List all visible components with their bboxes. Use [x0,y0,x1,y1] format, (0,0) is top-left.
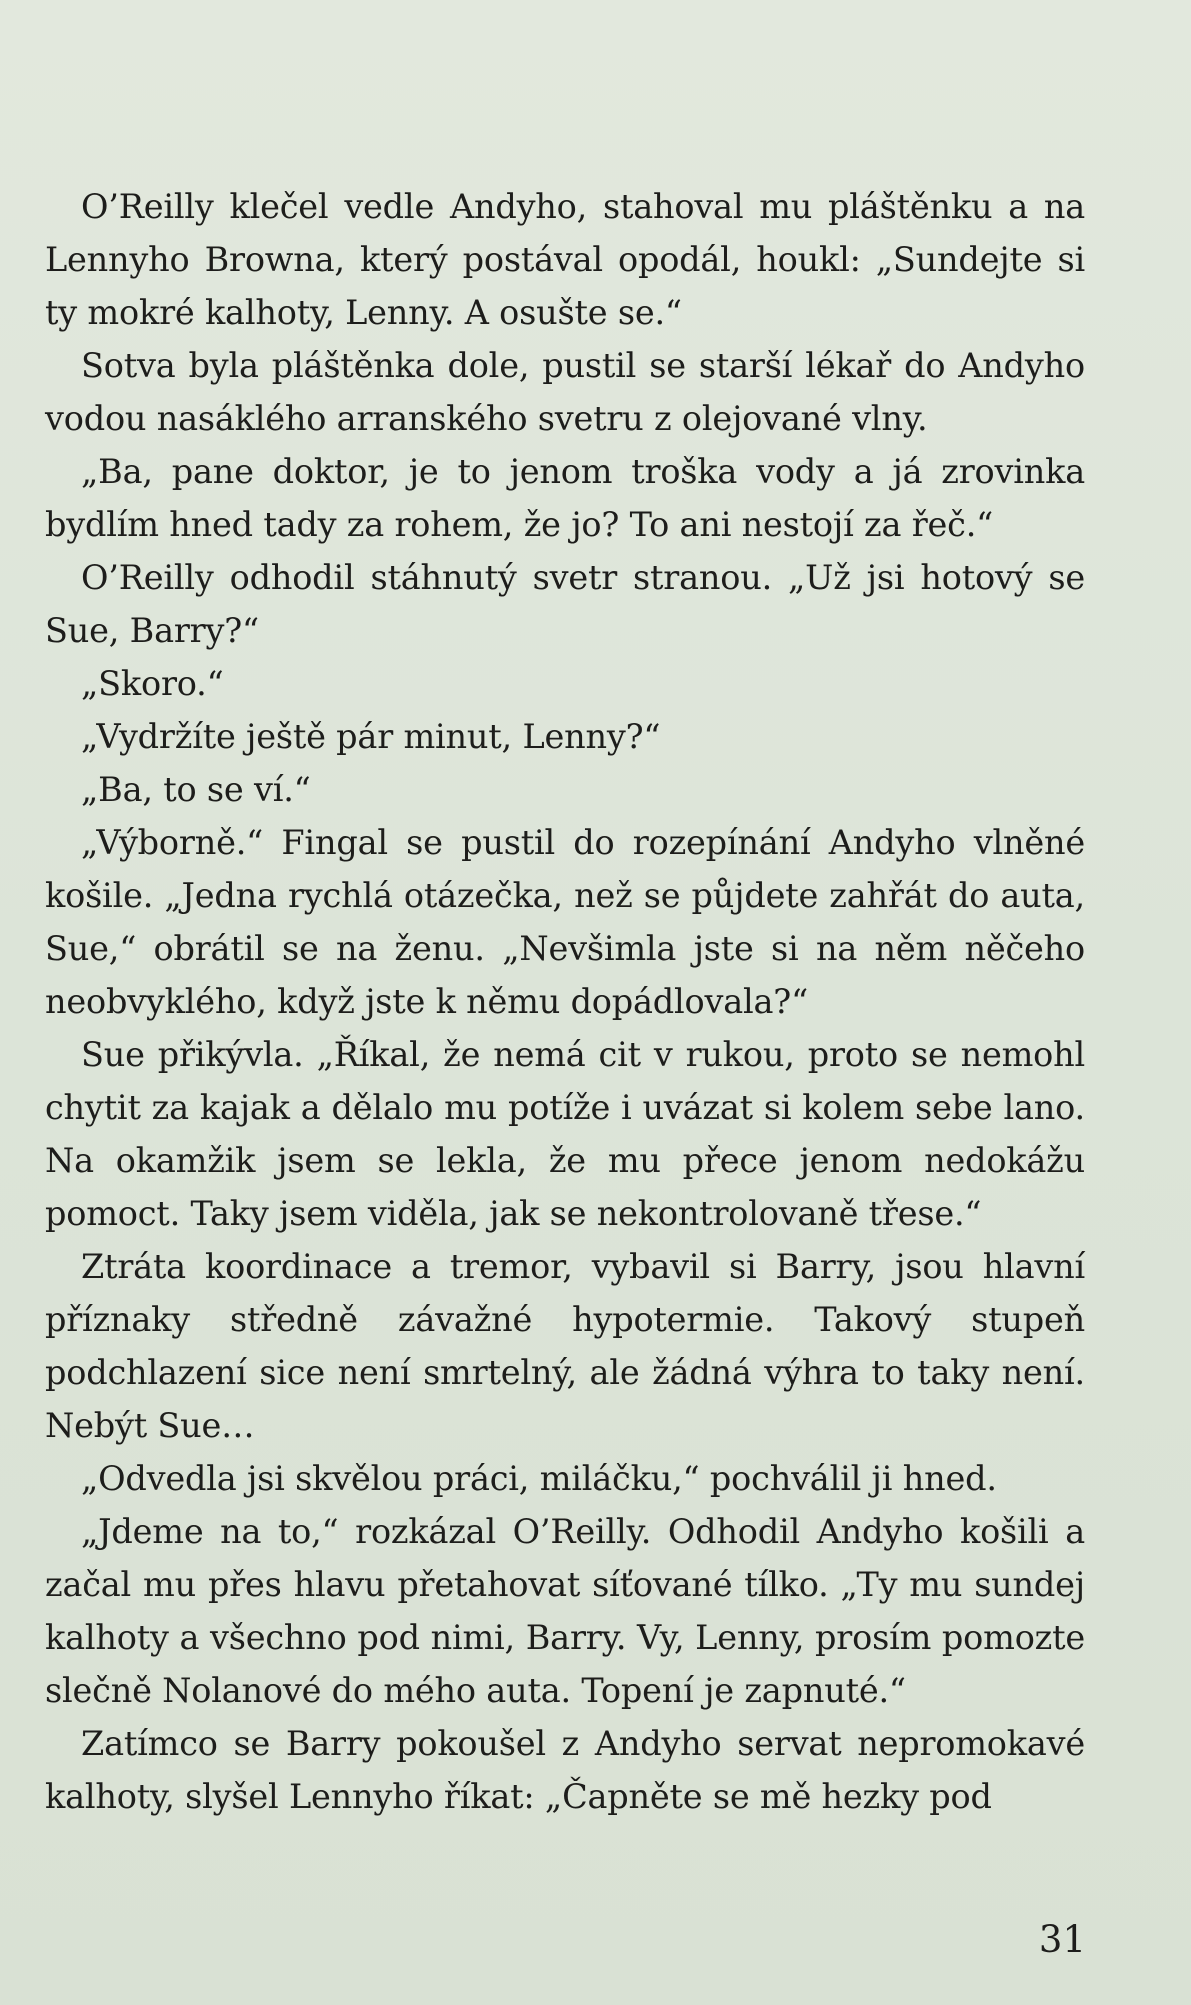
page-number: 31 [1038,1918,1086,1961]
paragraph: „Skoro.“ [81,664,224,703]
paragraph: „Jdeme na to,“ rozkázal O’Reilly. Odhodil Andyho košili a začal mu přes hlavu přetahovat síťované tílko. „Ty mu sundej kalhoty a všechno pod nimi, Barry. Vy, Lenny, prosím pomozte slečně Nolanové do mého auta. Topení je zapnuté.“ [45,1512,1085,1710]
paragraph: „Ba, pane doktor, je to jenom troška vody a já zrovinka bydlím hned tady za rohem, že jo? To ani nestojí za řeč.“ [45,452,1085,544]
paragraph: O’Reilly klečel vedle Andyho, stahoval mu pláštěnku a na Lennyho Browna, který postával opodál, houkl: „Sundejte si ty mokré kalhoty, Lenny. A osušte se.“ [45,187,1085,332]
paragraph: „Ba, to se ví.“ [81,770,311,809]
paragraph: Ztráta koordinace a tremor, vybavil si Barry, jsou hlavní příznaky středně závažné hypotermie. Takový stupeň podchlazení sice není smrtelný, ale žádná výhra to taky není. Nebýt Sue… [45,1247,1085,1445]
paragraph: „Vydržíte ještě pár minut, Lenny?“ [81,717,661,756]
paragraph: O’Reilly odhodil stáhnutý svetr stranou. „Už jsi hotový se Sue, Barry?“ [45,558,1085,650]
paragraph: Sue přikývla. „Říkal, že nemá cit v rukou, proto se nemohl chytit za kajak a dělalo mu potíže i uvázat si kolem sebe lano. Na okamžik jsem se lekla, že mu přece jenom nedokážu pomoct. Taky jsem viděla, jak se nekontrolovaně třese.“ [45,1035,1085,1233]
body-text [45,180,1085,1823]
paragraph: „Odvedla jsi skvělou práci, miláčku,“ pochválil ji hned. [81,1459,997,1498]
paragraph: Zatímco se Barry pokoušel z Andyho servat nepromokavé kalhoty, slyšel Lennyho říkat: „Čapněte se mě hezky pod [45,1724,1085,1816]
paragraph: Sotva byla pláštěnka dole, pustil se starší lékař do Andyho vodou nasáklého arranského svetru z olejované vlny. [45,346,1085,438]
paragraph: „Výborně.“ Fingal se pustil do rozepínání Andyho vlněné košile. „Jedna rychlá otázečka, než se půjdete zahřát do auta, Sue,“ obrátil se na ženu. „Nevšimla jste si na něm něčeho neobvyklého, když jste k němu dopádlovala?“ [45,823,1085,1021]
